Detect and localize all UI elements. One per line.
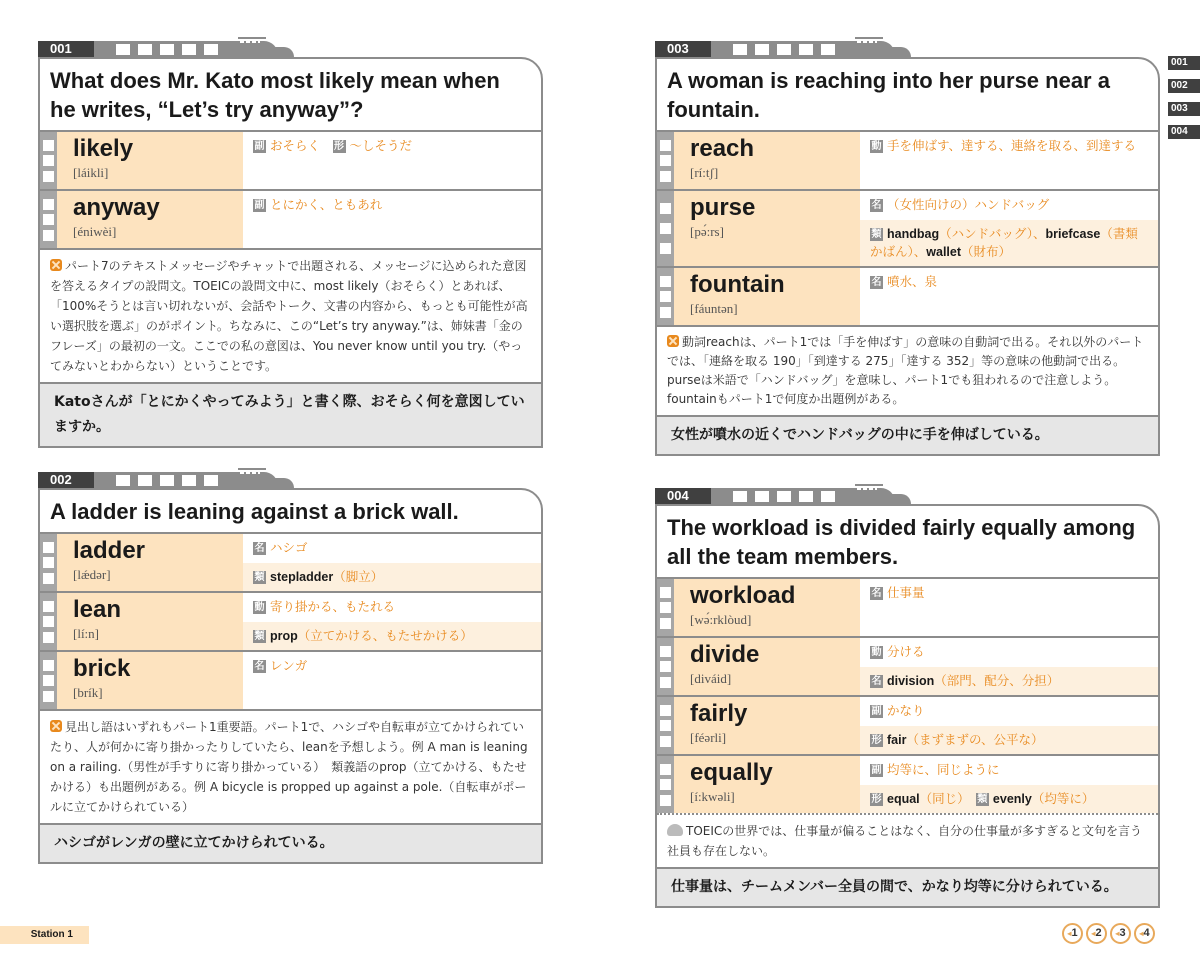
commentary-note: 見出し語はいずれもパート1重要語。パート1で、ハシゴや自転車が立てかけられていたり、人が何かに寄り掛かったりしていたら、leanを予想しよう。例 A man is leaning on a railing.（男性が手すりに寄り掛かっている） 類義語のprop（立てかける、もたせかける）も出題例がある。例 A bicycle is propped up against a pole.（自転車がポールに立てかけられている）	[40, 709, 541, 823]
checkbox[interactable]	[660, 203, 671, 214]
progress-box[interactable]	[204, 44, 218, 55]
pos-badge-verb: 動	[871, 141, 882, 152]
pos-badge-adverb: 副	[871, 765, 882, 776]
definition: 名 ハシゴ	[254, 540, 308, 555]
check-column	[657, 268, 674, 325]
pos-badge-noun: 名	[871, 277, 882, 288]
station-label: Station 1	[0, 926, 89, 944]
checkbox[interactable]	[660, 587, 671, 598]
check-column	[40, 132, 57, 189]
pos-badge-noun: 名	[871, 200, 882, 211]
vocab-word: reach	[690, 135, 755, 162]
japanese-translation: 仕事量は、チームメンバー全員の間で、かなり均等に分けられている。	[657, 867, 1158, 906]
checkbox[interactable]	[660, 140, 671, 151]
checkbox[interactable]	[660, 779, 671, 790]
checkbox[interactable]	[43, 171, 54, 182]
pos-badge-synonym: 類	[254, 630, 265, 642]
definition: 副 とにかく、ともあれ	[254, 197, 383, 212]
pos-badge-adverb: 副	[871, 706, 882, 717]
entry-number: 003	[655, 41, 711, 57]
checkbox[interactable]	[43, 675, 54, 686]
audio-track-1-button[interactable]: ◂ 1	[1062, 923, 1083, 944]
vocab-row	[40, 650, 541, 709]
checkbox[interactable]	[660, 276, 671, 287]
related-word: 形 equal（同じ） 類 evenly（均等に）	[860, 785, 1158, 814]
pos-badge-verb: 動	[254, 602, 265, 613]
japanese-translation: Katoさんが「とにかくやってみよう」と書く際、おそらく何を意図していますか。	[40, 382, 541, 446]
definition: 副 おそらく 形 ～しそうだ	[254, 138, 413, 153]
side-tab-004[interactable]: 004	[1168, 125, 1200, 139]
headline-sentence: A woman is reaching into her purse near a fountain.	[667, 68, 1110, 122]
definition: 動 寄り掛かる、もたれる	[254, 599, 396, 614]
related-word: 形 fair（まずまずの、公平な）	[860, 726, 1158, 755]
pronunciation: [lí:n]	[73, 626, 99, 641]
entry-number: 001	[38, 41, 94, 57]
entry-card	[655, 57, 1160, 456]
checkbox[interactable]	[43, 691, 54, 702]
progress-box[interactable]	[182, 44, 196, 55]
audio-track-2-button[interactable]: ◂ 2	[1086, 923, 1107, 944]
vocab-row	[657, 636, 1158, 695]
note-marker-icon	[50, 720, 62, 732]
definition: 名 噴水、泉	[871, 274, 938, 289]
progress-box[interactable]	[777, 44, 791, 55]
headline-sentence: The workload is divided fairly equally among all the team members.	[667, 515, 1136, 569]
entry-004	[655, 484, 1160, 908]
audio-track-3-button[interactable]: ◂ 3	[1110, 923, 1131, 944]
pronunciation: [éniwèi]	[73, 224, 117, 239]
definition: 名 仕事量	[871, 585, 925, 600]
progress-box[interactable]	[116, 44, 130, 55]
pronunciation: [diváid]	[690, 671, 732, 686]
checkbox[interactable]	[660, 171, 671, 182]
vocab-word: brick	[73, 655, 131, 682]
related-word: 類 stepladder（脚立）	[243, 563, 541, 592]
checkbox[interactable]	[43, 230, 54, 241]
progress-box[interactable]	[755, 491, 769, 502]
vocab-word: equally	[690, 759, 773, 786]
checkbox[interactable]	[660, 291, 671, 302]
pos-badge-verb: 動	[871, 647, 882, 658]
vocab-row	[657, 130, 1158, 189]
checkbox[interactable]	[43, 214, 54, 225]
check-column	[657, 579, 674, 636]
entry-header	[655, 484, 1160, 504]
check-column	[40, 652, 57, 709]
progress-box[interactable]	[733, 491, 747, 502]
vocab-row	[40, 591, 541, 650]
entry-header	[655, 37, 1160, 57]
check-column	[40, 534, 57, 591]
pronunciation: [féərli]	[690, 730, 727, 745]
checkbox[interactable]	[660, 736, 671, 747]
check-column	[657, 132, 674, 189]
checkbox[interactable]	[660, 764, 671, 775]
pronunciation: [rí:tʃ]	[690, 165, 719, 180]
definition: 名 レンガ	[254, 658, 308, 673]
definition: 動 手を伸ばす、達する、連絡を取る、到達する	[871, 138, 1137, 153]
commentary-note: 動詞reachは、パート1では「手を伸ばす」の意味の自動詞で出る。それ以外のパートでは、「連絡を取る 190」「到達する 275」「達する 352」等の意味の他動詞で出る。purseは米語で「ハンドバッグ」を意味し、パート1でも狙われるので注意しよう。fountainもパート1で何度か出題例がある。	[657, 325, 1158, 415]
progress-box[interactable]	[116, 475, 130, 486]
progress-box[interactable]	[204, 475, 218, 486]
pos-badge-adjective: 形	[871, 734, 882, 746]
vocab-word: lean	[73, 596, 122, 623]
vocab-row	[40, 130, 541, 189]
entry-002	[38, 468, 543, 864]
checkbox[interactable]	[43, 632, 54, 643]
pronunciation: [wə́:rklòud]	[690, 612, 752, 627]
vocab-row	[657, 577, 1158, 636]
entry-card	[38, 57, 543, 448]
vocab-row	[40, 532, 541, 591]
entry-card	[655, 504, 1160, 908]
checkbox[interactable]	[660, 618, 671, 629]
check-column	[657, 638, 674, 695]
progress-checkboxes	[116, 44, 218, 55]
pos-badge-noun: 名	[254, 543, 265, 554]
definition: 動 分ける	[871, 644, 925, 659]
vocab-row	[657, 754, 1158, 813]
checkbox[interactable]	[660, 223, 671, 234]
pos-badge-noun: 名	[871, 588, 882, 599]
related-word: 名 division（部門、配分、分担）	[860, 667, 1158, 696]
check-column	[657, 756, 674, 813]
vocab-word: fairly	[690, 700, 748, 727]
progress-box[interactable]	[755, 44, 769, 55]
audio-track-buttons	[1062, 923, 1155, 944]
checkbox[interactable]	[43, 557, 54, 568]
pronunciation: [brík]	[73, 685, 103, 700]
checkbox[interactable]	[660, 720, 671, 731]
vocab-row	[657, 695, 1158, 754]
pos-badge-synonym: 類	[871, 229, 882, 240]
headline-sentence: What does Mr. Kato most likely mean when he writes, “Let’s try anyway”?	[50, 68, 500, 122]
pos-badge-adverb: 副	[254, 200, 265, 211]
definition: 副 かなり	[871, 703, 925, 718]
checkbox[interactable]	[43, 140, 54, 151]
checkbox[interactable]	[43, 660, 54, 671]
vocab-word: purse	[690, 194, 756, 221]
commentary-note: TOEICの世界では、仕事量が偏ることはなく、自分の仕事量が多すぎると文句を言う社員も存在しない。	[657, 813, 1158, 867]
audio-track-4-button[interactable]: ◂ 4	[1134, 923, 1155, 944]
entry-number: 002	[38, 472, 94, 488]
progress-box[interactable]	[182, 475, 196, 486]
vocab-word: fountain	[690, 271, 785, 298]
vocab-word: divide	[690, 641, 760, 668]
pos-badge-adjective: 形	[334, 141, 345, 152]
pronunciation: [í:kwəli]	[690, 789, 735, 804]
checkbox[interactable]	[43, 601, 54, 612]
pos-badge-noun: 名	[254, 661, 265, 672]
checkbox[interactable]	[43, 155, 54, 166]
entry-003	[655, 37, 1160, 456]
related-word: 類 prop（立てかける、もたせかける）	[243, 622, 541, 651]
side-tab-002[interactable]: 002	[1168, 79, 1200, 93]
progress-box[interactable]	[821, 491, 835, 502]
progress-box[interactable]	[160, 475, 174, 486]
pos-badge-adverb: 副	[254, 141, 265, 152]
check-column	[40, 191, 57, 248]
vocab-word: anyway	[73, 194, 160, 221]
side-tab-001[interactable]: 001	[1168, 56, 1200, 70]
vocab-word: likely	[73, 135, 134, 162]
checkbox[interactable]	[660, 243, 671, 254]
checkbox[interactable]	[43, 542, 54, 553]
progress-checkboxes	[733, 491, 835, 502]
check-column	[40, 593, 57, 650]
pronunciation: [fáuntən]	[690, 301, 738, 316]
checkbox[interactable]	[43, 199, 54, 210]
progress-box[interactable]	[821, 44, 835, 55]
definition: 副 均等に、同じように	[871, 762, 1000, 777]
progress-box[interactable]	[138, 44, 152, 55]
related-word: 類 handbag（ハンドバッグ）、briefcase（書類かばん）、wallet（財布）	[860, 220, 1158, 266]
pronunciation: [láikli]	[73, 165, 109, 180]
side-tab-003[interactable]: 003	[1168, 102, 1200, 116]
pos-badge-adjective: 形	[871, 793, 882, 805]
progress-box[interactable]	[733, 44, 747, 55]
checkbox[interactable]	[43, 573, 54, 584]
checkbox[interactable]	[660, 602, 671, 613]
checkbox[interactable]	[43, 616, 54, 627]
vocab-row	[657, 189, 1158, 266]
pos-badge-synonym: 類	[977, 793, 988, 805]
progress-box[interactable]	[799, 44, 813, 55]
pos-badge-synonym: 類	[254, 571, 265, 583]
pos-badge-noun: 名	[871, 675, 882, 687]
checkbox[interactable]	[660, 155, 671, 166]
entry-number: 004	[655, 488, 711, 504]
vocab-row	[40, 189, 541, 248]
note-marker-icon	[50, 259, 62, 271]
note-marker-icon	[667, 335, 679, 347]
entry-header	[38, 37, 543, 57]
check-column	[657, 191, 674, 266]
japanese-translation: ハシゴがレンガの壁に立てかけられている。	[40, 823, 541, 862]
progress-box[interactable]	[777, 491, 791, 502]
definition: 名 （女性向けの）ハンドバッグ	[871, 197, 1050, 212]
pronunciation: [pə́:rs]	[690, 224, 724, 239]
checkbox[interactable]	[660, 661, 671, 672]
check-column	[657, 697, 674, 754]
progress-box[interactable]	[160, 44, 174, 55]
commentary-note: パート7のテキストメッセージやチャットで出題される、メッセージに込められた意図を答えるタイプの設問文。TOEICの設問文中に、most likely（おそらく）とあれば、「100%そうとは言い切れないが、会話やトーク、文書の内容から、もっとも可能性が高い選択肢を選ぶ」のがポイント。ちなみに、この“Let’s try anyway.”は、姉妹書「金のフレーズ」の最初の一文。ここでの私の意図は、You never know until you try.（やってみないとわからない）ということです。	[40, 248, 541, 382]
vocab-word: ladder	[73, 537, 146, 564]
progress-box[interactable]	[799, 491, 813, 502]
headline-sentence: A ladder is leaning against a brick wall.	[50, 499, 459, 524]
entry-001	[38, 37, 543, 448]
entry-card	[38, 488, 543, 864]
checkbox[interactable]	[660, 677, 671, 688]
entry-header	[38, 468, 543, 488]
vocab-row	[657, 266, 1158, 325]
progress-box[interactable]	[138, 475, 152, 486]
progress-checkboxes	[733, 44, 835, 55]
pronunciation: [lǽdər]	[73, 567, 111, 582]
vocab-word: workload	[690, 582, 796, 609]
progress-checkboxes	[116, 475, 218, 486]
checkbox[interactable]	[660, 795, 671, 806]
author-face-icon	[667, 824, 683, 836]
checkbox[interactable]	[660, 705, 671, 716]
side-index-tabs	[1168, 56, 1200, 139]
checkbox[interactable]	[660, 307, 671, 318]
checkbox[interactable]	[660, 646, 671, 657]
japanese-translation: 女性が噴水の近くでハンドバッグの中に手を伸ばしている。	[657, 415, 1158, 454]
